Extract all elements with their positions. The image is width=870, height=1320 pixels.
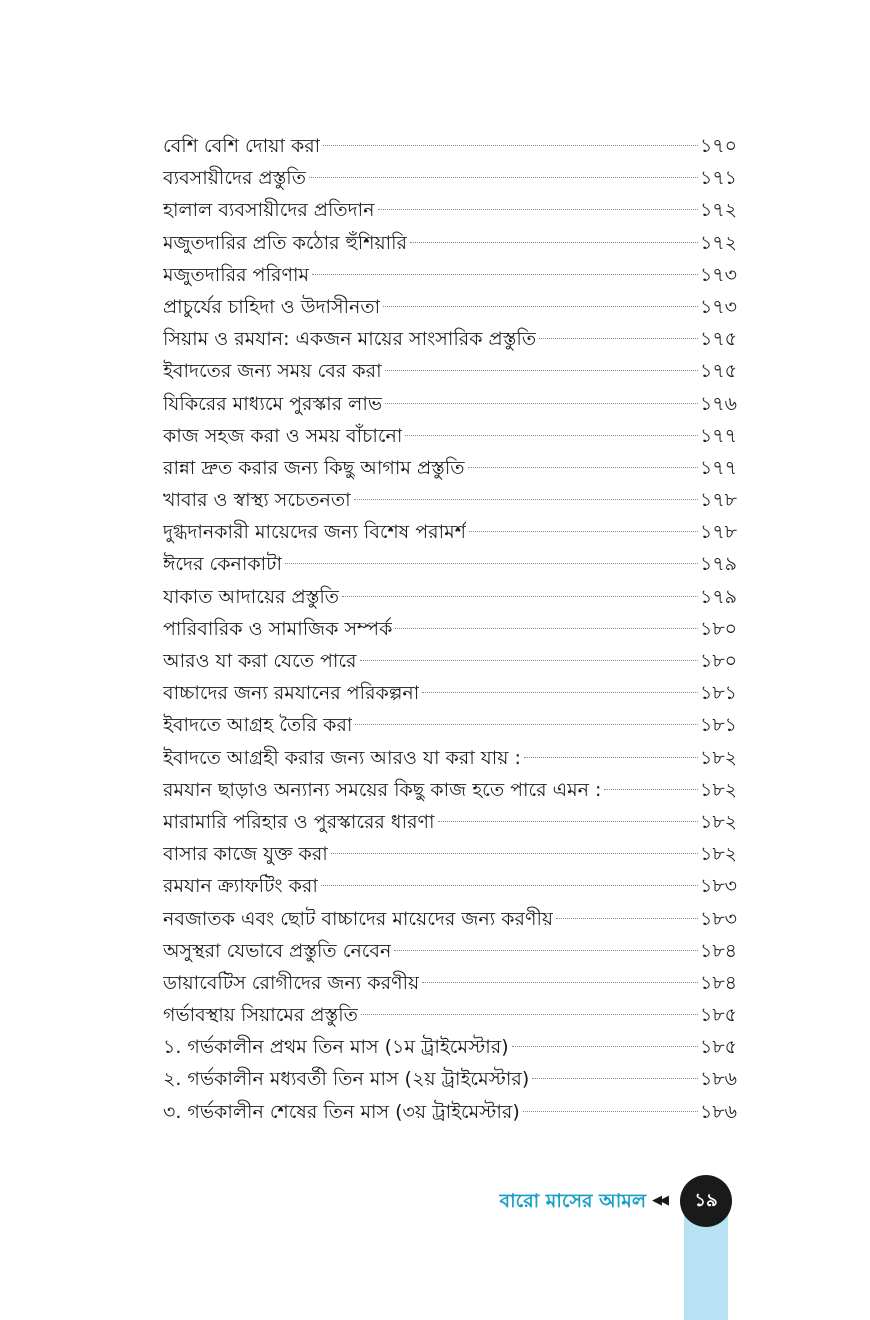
toc-entry-page: ১৭০ [699, 135, 737, 157]
toc-entry-page: ১৮৫ [700, 1004, 737, 1027]
toc-entry-page: ১৮৩ [699, 875, 737, 898]
toc-entry [163, 645, 737, 677]
toc-entry-page: ১৮৬ [699, 1068, 737, 1091]
toc-entry [163, 452, 737, 484]
toc-entry [163, 1063, 737, 1095]
toc-entry-title: যিকিরের মাধ্যমে পুরস্কার লাভ [163, 392, 382, 415]
toc-entry [163, 323, 737, 355]
toc-entry [163, 999, 737, 1031]
toc-entry-page: ১৮২ [699, 778, 737, 801]
toc-entry-page: ১৭২ [699, 199, 737, 222]
toc-entry-page: ১৭৫ [699, 328, 737, 351]
dot-leader [422, 981, 698, 983]
toc-entry-page: ১৮০ [699, 650, 737, 672]
toc-entry [163, 259, 737, 291]
toc-entry-page: ১৮৬ [699, 1100, 737, 1123]
dot-leader [285, 562, 698, 564]
toc-entry-title: ২. গর্ভকালীন মধ্যবর্তী তিন মাস (২য় ট্রাইমেস্টার) [163, 1068, 530, 1091]
toc-entry-page: ১৮২ [699, 746, 737, 769]
toc-entry-title: মারামারি পরিহার ও পুরস্কারের ধারণা [163, 810, 435, 833]
toc-entry [163, 870, 737, 902]
toc-entry [163, 967, 737, 999]
toc-entry [163, 742, 737, 774]
dot-leader [323, 144, 698, 146]
toc-entry-title: মজুতদারির পরিণাম [163, 263, 310, 286]
toc-entry-title: রমযান ক্র্যাফটিং করা [163, 875, 318, 898]
toc-entry-title: বেশি বেশি দোয়া করা [163, 135, 321, 157]
toc-entry-page: ১৭৬ [699, 392, 737, 415]
footer-book-title: বারো মাসের আমল [499, 1190, 646, 1212]
toc-entry [163, 388, 737, 420]
toc-entry-title: যাকাত আদায়ের প্রস্তুতি [163, 585, 340, 608]
dot-leader [422, 691, 698, 693]
toc-entry-title: ব্যবসায়ীদের প্রস্তুতি [163, 167, 306, 190]
dot-leader [604, 788, 698, 790]
double-left-arrow-icon: ◀◀ [652, 1193, 666, 1208]
toc-entry-title: ডায়াবেটিস রোগীদের জন্য করণীয় [163, 971, 420, 994]
dot-leader [410, 241, 698, 243]
dot-leader [395, 627, 698, 629]
toc-entry [163, 1096, 737, 1128]
dot-leader [469, 530, 698, 532]
toc-entry [163, 1031, 737, 1063]
toc-entry-page: ১৭৯ [699, 585, 737, 608]
dot-leader [321, 884, 698, 886]
dot-leader [331, 852, 698, 854]
dot-leader [532, 1077, 698, 1079]
toc-entry [163, 613, 737, 645]
toc-entry-title: রান্না দ্রুত করার জন্য কিছু আগাম প্রস্তুতি [163, 456, 465, 479]
dot-leader [360, 659, 698, 661]
toc-entry [163, 162, 737, 194]
dot-leader [309, 176, 698, 178]
dot-leader [385, 369, 698, 371]
toc-entry-page: ১৭৭ [699, 424, 737, 447]
toc-entry-page: ১৭৩ [699, 295, 737, 318]
toc-entry-title: ইবাদতের জন্য সময় বের করা [163, 360, 382, 383]
toc-entry-title: ৩. গর্ভকালীন শেষের তিন মাস (৩য় ট্রাইমেস্টার) [163, 1100, 520, 1123]
toc-entry [163, 709, 737, 741]
toc-entry-title: পারিবারিক ও সামাজিক সম্পর্ক [163, 617, 393, 640]
toc-entry-page: ১৮৫ [700, 1036, 737, 1059]
toc-entry-page: ১৭৭ [699, 456, 737, 479]
toc-entry [163, 838, 737, 870]
table-of-contents [163, 130, 737, 1128]
toc-entry-page: ১৮৪ [700, 939, 737, 962]
toc-entry-title: প্রাচুর্যের চাহিদা ও উদাসীনতা [163, 295, 381, 318]
toc-entry-title: আরও যা করা যেতে পারে [163, 650, 357, 672]
dot-leader [361, 1013, 698, 1015]
toc-entry-title: দুগ্ধদানকারী মায়েদের জন্য বিশেষ পরামর্শ [163, 521, 466, 544]
toc-entry [163, 227, 737, 259]
toc-entry-title: হালাল ব্যবসায়ীদের প্রতিদান [163, 199, 375, 222]
toc-entry-title: ইবাদতে আগ্রহ তৈরি করা [163, 714, 353, 737]
dot-leader [405, 434, 698, 436]
dot-leader [312, 273, 698, 275]
toc-entry-title: বাসার কাজে যুক্ত করা [163, 843, 328, 866]
toc-entry-title: বাচ্চাদের জন্য রমযানের পরিকল্পনা [163, 682, 420, 705]
dot-leader [524, 756, 698, 758]
toc-entry-page: ১৭৩ [699, 263, 737, 286]
toc-entry-title: সিয়াম ও রমযান: একজন মায়ের সাংসারিক প্রস্তুতি [163, 328, 537, 351]
dot-leader [394, 949, 698, 951]
toc-entry [163, 677, 737, 709]
toc-entry [163, 581, 737, 613]
page-number: ১৯ [694, 1189, 718, 1211]
dot-leader [556, 917, 698, 919]
toc-entry [163, 806, 737, 838]
toc-entry [163, 903, 737, 935]
toc-entry-page: ১৮৩ [699, 907, 737, 930]
dot-leader [355, 723, 698, 725]
toc-entry-title: ইবাদতে আগ্রহী করার জন্য আরও যা করা যায় : [163, 746, 521, 769]
toc-entry-title: খাবার ও স্বাস্থ্য সচেতনতা [163, 489, 351, 512]
dot-leader [523, 1110, 698, 1112]
dot-leader [512, 1045, 698, 1047]
toc-entry-title: রমযান ছাড়াও অন্যান্য সময়ের কিছু কাজ হতে পারে এমন : [163, 778, 602, 801]
toc-entry [163, 774, 737, 806]
dot-leader [342, 595, 698, 597]
toc-entry-page: ১৮৪ [700, 971, 737, 994]
dot-leader [383, 305, 698, 307]
toc-entry [163, 130, 737, 162]
dot-leader [385, 402, 698, 404]
toc-entry-page: ১৭১ [699, 167, 737, 190]
page-number-badge [680, 1175, 732, 1227]
toc-entry-page: ১৮২ [699, 843, 737, 866]
toc-entry-title: ১. গর্ভকালীন প্রথম তিন মাস (১ম ট্রাইমেস্টার) [163, 1036, 509, 1059]
toc-entry-page: ১৮২ [699, 810, 737, 833]
toc-entry-page: ১৭২ [699, 231, 737, 254]
dot-leader [378, 208, 698, 210]
toc-entry [163, 484, 737, 516]
toc-entry [163, 194, 737, 226]
toc-entry [163, 291, 737, 323]
toc-entry-page: ১৮০ [699, 617, 737, 640]
toc-entry [163, 935, 737, 967]
toc-entry-title: মজুতদারির প্রতি কঠোর হুঁশিয়ারি [163, 231, 408, 254]
toc-entry-page: ১৮১ [700, 682, 737, 705]
toc-entry [163, 548, 737, 580]
toc-entry-title: ঈদের কেনাকাটা [163, 553, 283, 576]
dot-leader [354, 498, 698, 500]
toc-entry-page: ১৭৮ [699, 521, 737, 544]
toc-entry [163, 516, 737, 548]
dot-leader [468, 466, 698, 468]
toc-entry [163, 355, 737, 387]
toc-entry-page: ১৭৫ [699, 360, 737, 383]
toc-entry-title: কাজ সহজ করা ও সময় বাঁচানো [163, 424, 403, 447]
dot-leader [438, 820, 698, 822]
toc-entry-title: অসুস্থরা যেভাবে প্রস্তুতি নেবেন [163, 939, 392, 962]
toc-entry-page: ১৮১ [700, 714, 737, 737]
toc-entry [163, 420, 737, 452]
toc-entry-title: গর্ভাবস্থায় সিয়ামের প্রস্তুতি [163, 1004, 358, 1027]
toc-entry-page: ১৭৯ [699, 553, 737, 576]
toc-entry-page: ১৭৮ [699, 489, 737, 512]
dot-leader [539, 337, 698, 339]
toc-entry-title: নবজাতক এবং ছোট বাচ্চাদের মায়েদের জন্য করণীয় [163, 907, 554, 930]
